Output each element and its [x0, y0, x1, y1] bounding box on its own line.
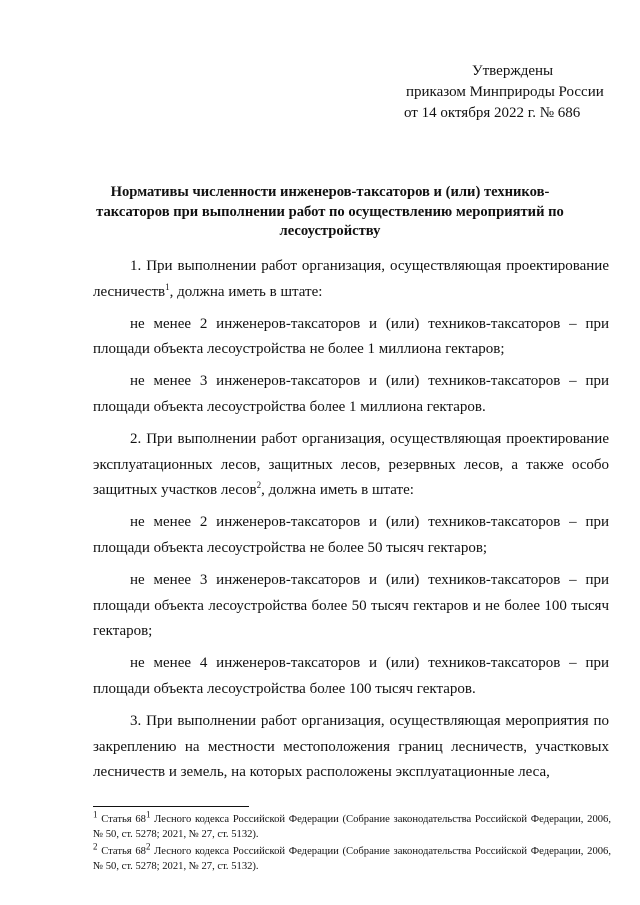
footnote-1-article-sup: 1: [145, 809, 151, 820]
approval-line-3: от 14 октября 2022 г. № 686: [404, 105, 581, 121]
footnote-1: [93, 809, 611, 842]
paragraph-2-tail: , должна иметь в штате:: [261, 482, 414, 499]
document-body: [93, 254, 609, 786]
footnote-1-text: Лесного кодекса Российской Федерации (Собрание законодательства Российской Федерации, 2006, № 50, ст. 5278; 2021, № 27, ст. 5132).: [93, 814, 611, 840]
footnote-2-article: Статья 68: [97, 846, 146, 857]
footnote-ref-1: 1: [165, 281, 170, 292]
footnote-separator: [93, 806, 249, 807]
paragraph-2-item-c: не менее 4 инженеров-таксаторов и (или) техников-таксаторов – при площади объекта лесоустройства более 100 тысяч гектаров.: [93, 655, 609, 697]
paragraph-2-text: 2. При выполнении работ организация, осуществляющая проектирование эксплуатационных лесов, защитных лесов, резервных лесов, а также особо защитных участков лесов: [93, 430, 609, 499]
approval-line-1: Утверждены: [472, 63, 554, 79]
paragraph-1-text: 1. При выполнении работ организация, осуществляющая проектирование лесничеств: [93, 258, 609, 300]
footnote-2-text: Лесного кодекса Российской Федерации (Собрание законодательства Российской Федерации, 2006, № 50, ст. 5278; 2021, № 27, ст. 5132).: [93, 846, 611, 872]
footnote-1-article: Статья 68: [97, 814, 146, 825]
paragraph-1-tail: , должна иметь в штате:: [169, 283, 323, 300]
paragraph-3: 3. При выполнении работ организация, осуществляющая мероприятия по закреплению на местности местоположения границ лесничеств, участковых лесничеств и земель, на которых расположены эксплуатационные леса,: [93, 712, 609, 781]
footnote-2: [93, 841, 611, 874]
footnote-2-article-sup: 2: [145, 841, 151, 852]
paragraph-1: [93, 254, 609, 306]
paragraph-2-item-b: не менее 3 инженеров-таксаторов и (или) техников-таксаторов – при площади объекта лесоустройства более 50 тысяч гектаров и не более 100 тысяч гектаров;: [93, 571, 609, 640]
paragraph-1-item-a: не менее 2 инженеров-таксаторов и (или) техников-таксаторов – при площади объекта лесоустройства не более 1 миллиона гектаров;: [93, 315, 609, 358]
paragraph-2: [93, 427, 609, 504]
paragraph-2-item-a: не менее 2 инженеров-таксаторов и (или) техников-таксаторов – при площади объекта лесоустройства не более 50 тысяч гектаров;: [93, 514, 609, 556]
footnotes: [93, 809, 611, 876]
footnote-2-mark: 2: [93, 841, 98, 852]
document-title: Нормативы численности инженеров-таксаторов и (или) техников-таксаторов при выполнении работ по осуществлению мероприятий по лесоустройству: [96, 184, 564, 239]
paragraph-1-item-b: не менее 3 инженеров-таксаторов и (или) техников-таксаторов – при площади объекта лесоустройства более 1 миллиона гектаров.: [93, 373, 609, 415]
approval-stamp: [404, 61, 604, 124]
footnote-ref-2: 2: [256, 480, 262, 491]
footnote-1-mark: 1: [93, 809, 98, 820]
approval-line-2: приказом Минприроды России: [406, 84, 604, 100]
